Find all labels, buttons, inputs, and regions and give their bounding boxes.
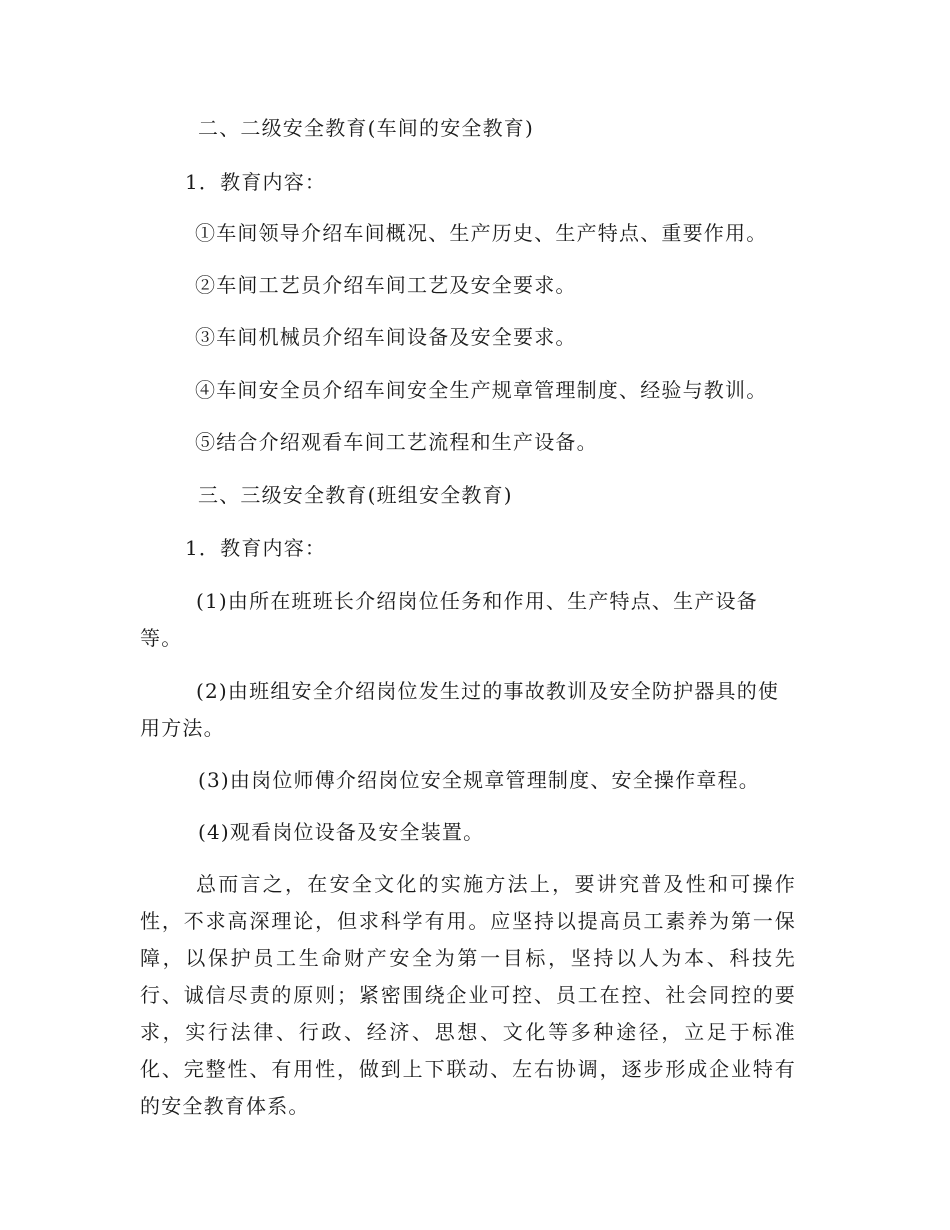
- section-3-item: (3)由岗位师傅介绍岗位安全规章管理制度、安全操作章程。: [198, 768, 760, 792]
- section-2-item: ⑤结合介绍观看车间工艺流程和生产设备。: [195, 430, 598, 454]
- section-3-heading: 三、三级安全教育(班组安全教育): [198, 483, 513, 507]
- section-3-item: (2)由班组安全介绍岗位发生过的事故教训及安全防护器具的使用方法。: [140, 679, 780, 740]
- section-2-item: ④车间安全员介绍车间安全生产规章管理制度、经验与教训。: [195, 378, 768, 402]
- conclusion-paragraph: 总而言之，在安全文化的实施方法上，要讲究普及性和可操作性，不求高深理论，但求科学有用。应坚持以提高员工素养为第一保障，以保护员工生命财产安全为第一目标，坚持以人为本、科技先行、诚信尽责的原则；紧密围绕企业可控、员工在控、社会同控的要求，实行法律、行政、经济、思想、文化等多种途径，立足于标准化、完整性、有用性，做到上下联动、左右协调，逐步形成企业特有的安全教育体系。: [140, 872, 796, 1118]
- section-2-item: ①车间领导介绍车间概况、生产历史、生产特点、重要作用。: [195, 221, 768, 245]
- section-3-subheading: 1．教育内容：: [185, 536, 327, 560]
- section-2-item: ③车间机械员介绍车间设备及安全要求。: [195, 325, 577, 349]
- section-2-subheading: 1．教育内容：: [185, 170, 327, 194]
- section-2-item: ②车间工艺员介绍车间工艺及安全要求。: [195, 273, 577, 297]
- section-2-heading: 二、二级安全教育(车间的安全教育): [198, 116, 535, 140]
- section-3-item: (4)观看岗位设备及安全装置。: [198, 820, 485, 844]
- section-3-item: (1)由所在班班长介绍岗位任务和作用、生产特点、生产设备等。: [140, 589, 758, 650]
